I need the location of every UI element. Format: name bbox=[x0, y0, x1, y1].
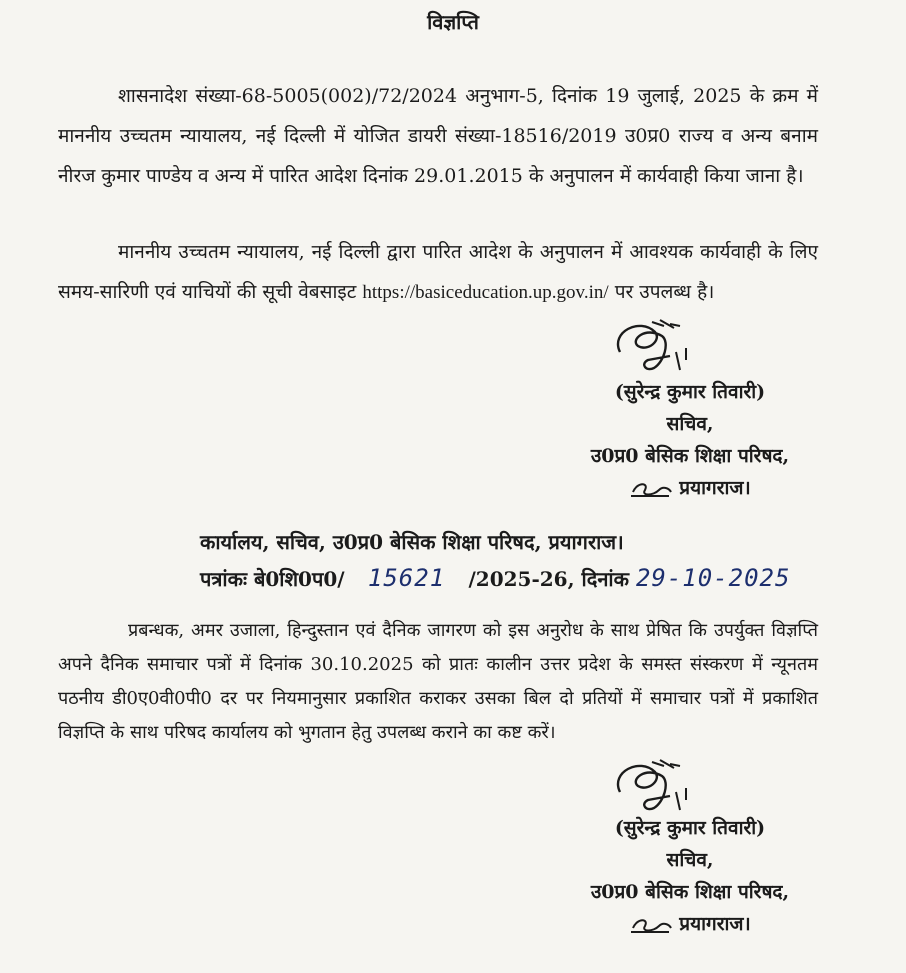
signatory-block-1 bbox=[540, 376, 840, 504]
reference-year: /2025-26, दिनांक bbox=[468, 567, 629, 591]
paragraph-website-text: माननीय उच्चतम न्यायालय, नई दिल्ली द्वारा पारित आदेश के अनुपालन में आवश्यक कार्यवाही के लिए समय-सारिणी एवं याचियों की सूची वेबसाइट bbox=[58, 241, 818, 303]
signatory-block-2 bbox=[540, 812, 840, 940]
signatory-designation: सचिव, bbox=[666, 413, 714, 435]
reference-date: 29-10-2025 bbox=[635, 564, 791, 592]
paragraph-government-order: शासनादेश संख्या-68-5005(002)/72/2024 अनुभाग-5, दिनांक 19 जुलाई, 2025 के क्रम में माननीय उच्चतम न्यायालय, नई दिल्ली में योजित डायरी संख्या-18516/2019 उ0प्र0 राज्य व अन्य बनाम नीरज कुमार पाण्डेय व अन्य में पारित आदेश दिनांक 29.01.2015 के अनुपालन में कार्यवाही किया जाना है। bbox=[58, 85, 818, 187]
signatory-organization: उ0प्र0 बेसिक शिक्षा परिषद, bbox=[590, 881, 790, 903]
signatory-name: (सुरेन्द्र कुमार तिवारी) bbox=[614, 381, 766, 403]
signatory-name: (सुरेन्द्र कुमार तिवारी) bbox=[614, 817, 766, 839]
website-url: https://basiceducation.up.gov.in/ bbox=[362, 282, 609, 303]
signatory-place: प्रयागराज। bbox=[679, 477, 751, 499]
office-reference-block bbox=[200, 524, 840, 597]
office-line: कार्यालय, सचिव, उ0प्र0 बेसिक शिक्षा परिषद, प्रयागराज। bbox=[200, 530, 624, 554]
paragraph-website-suffix: पर उपलब्ध है। bbox=[614, 281, 715, 303]
initial-scribble-icon bbox=[629, 478, 675, 500]
document-title: विज्ञप्ति bbox=[427, 10, 479, 34]
signatory-designation: सचिव, bbox=[666, 849, 714, 871]
paragraph-website-notice bbox=[58, 232, 818, 313]
reference-line bbox=[200, 560, 840, 597]
signatory-organization: उ0प्र0 बेसिक शिक्षा परिषद, bbox=[590, 445, 790, 467]
paragraph-publication-request: प्रबन्धक, अमर उजाला, हिन्दुस्तान एवं दैनिक जागरण को इस अनुरोध के साथ प्रेषित कि उपर्युक्त विज्ञप्ति अपने दैनिक समाचार पत्रों में दिनांक 30.10.2025 को प्रातः कालीन उत्तर प्रदेश के समस्त संस्करण में न्यूनतम पठनीय डी0ए0वी0पी0 दर पर नियमानुसार प्रकाशित कराकर उसका बिल दो प्रतियों में समाचार पत्रों में प्रकाशित विज्ञप्ति के साथ परिषद कार्यालय को भुगतान हेतु उपलब्ध कराने का कष्ट करें। bbox=[58, 620, 818, 743]
initial-scribble-icon bbox=[629, 914, 675, 936]
signatory-place: प्रयागराज। bbox=[679, 913, 751, 935]
reference-label: पत्रांकः बे0शि0प0/ bbox=[200, 567, 345, 591]
secretary-signature-1 bbox=[600, 312, 710, 382]
reference-number: 15621 bbox=[367, 564, 446, 592]
